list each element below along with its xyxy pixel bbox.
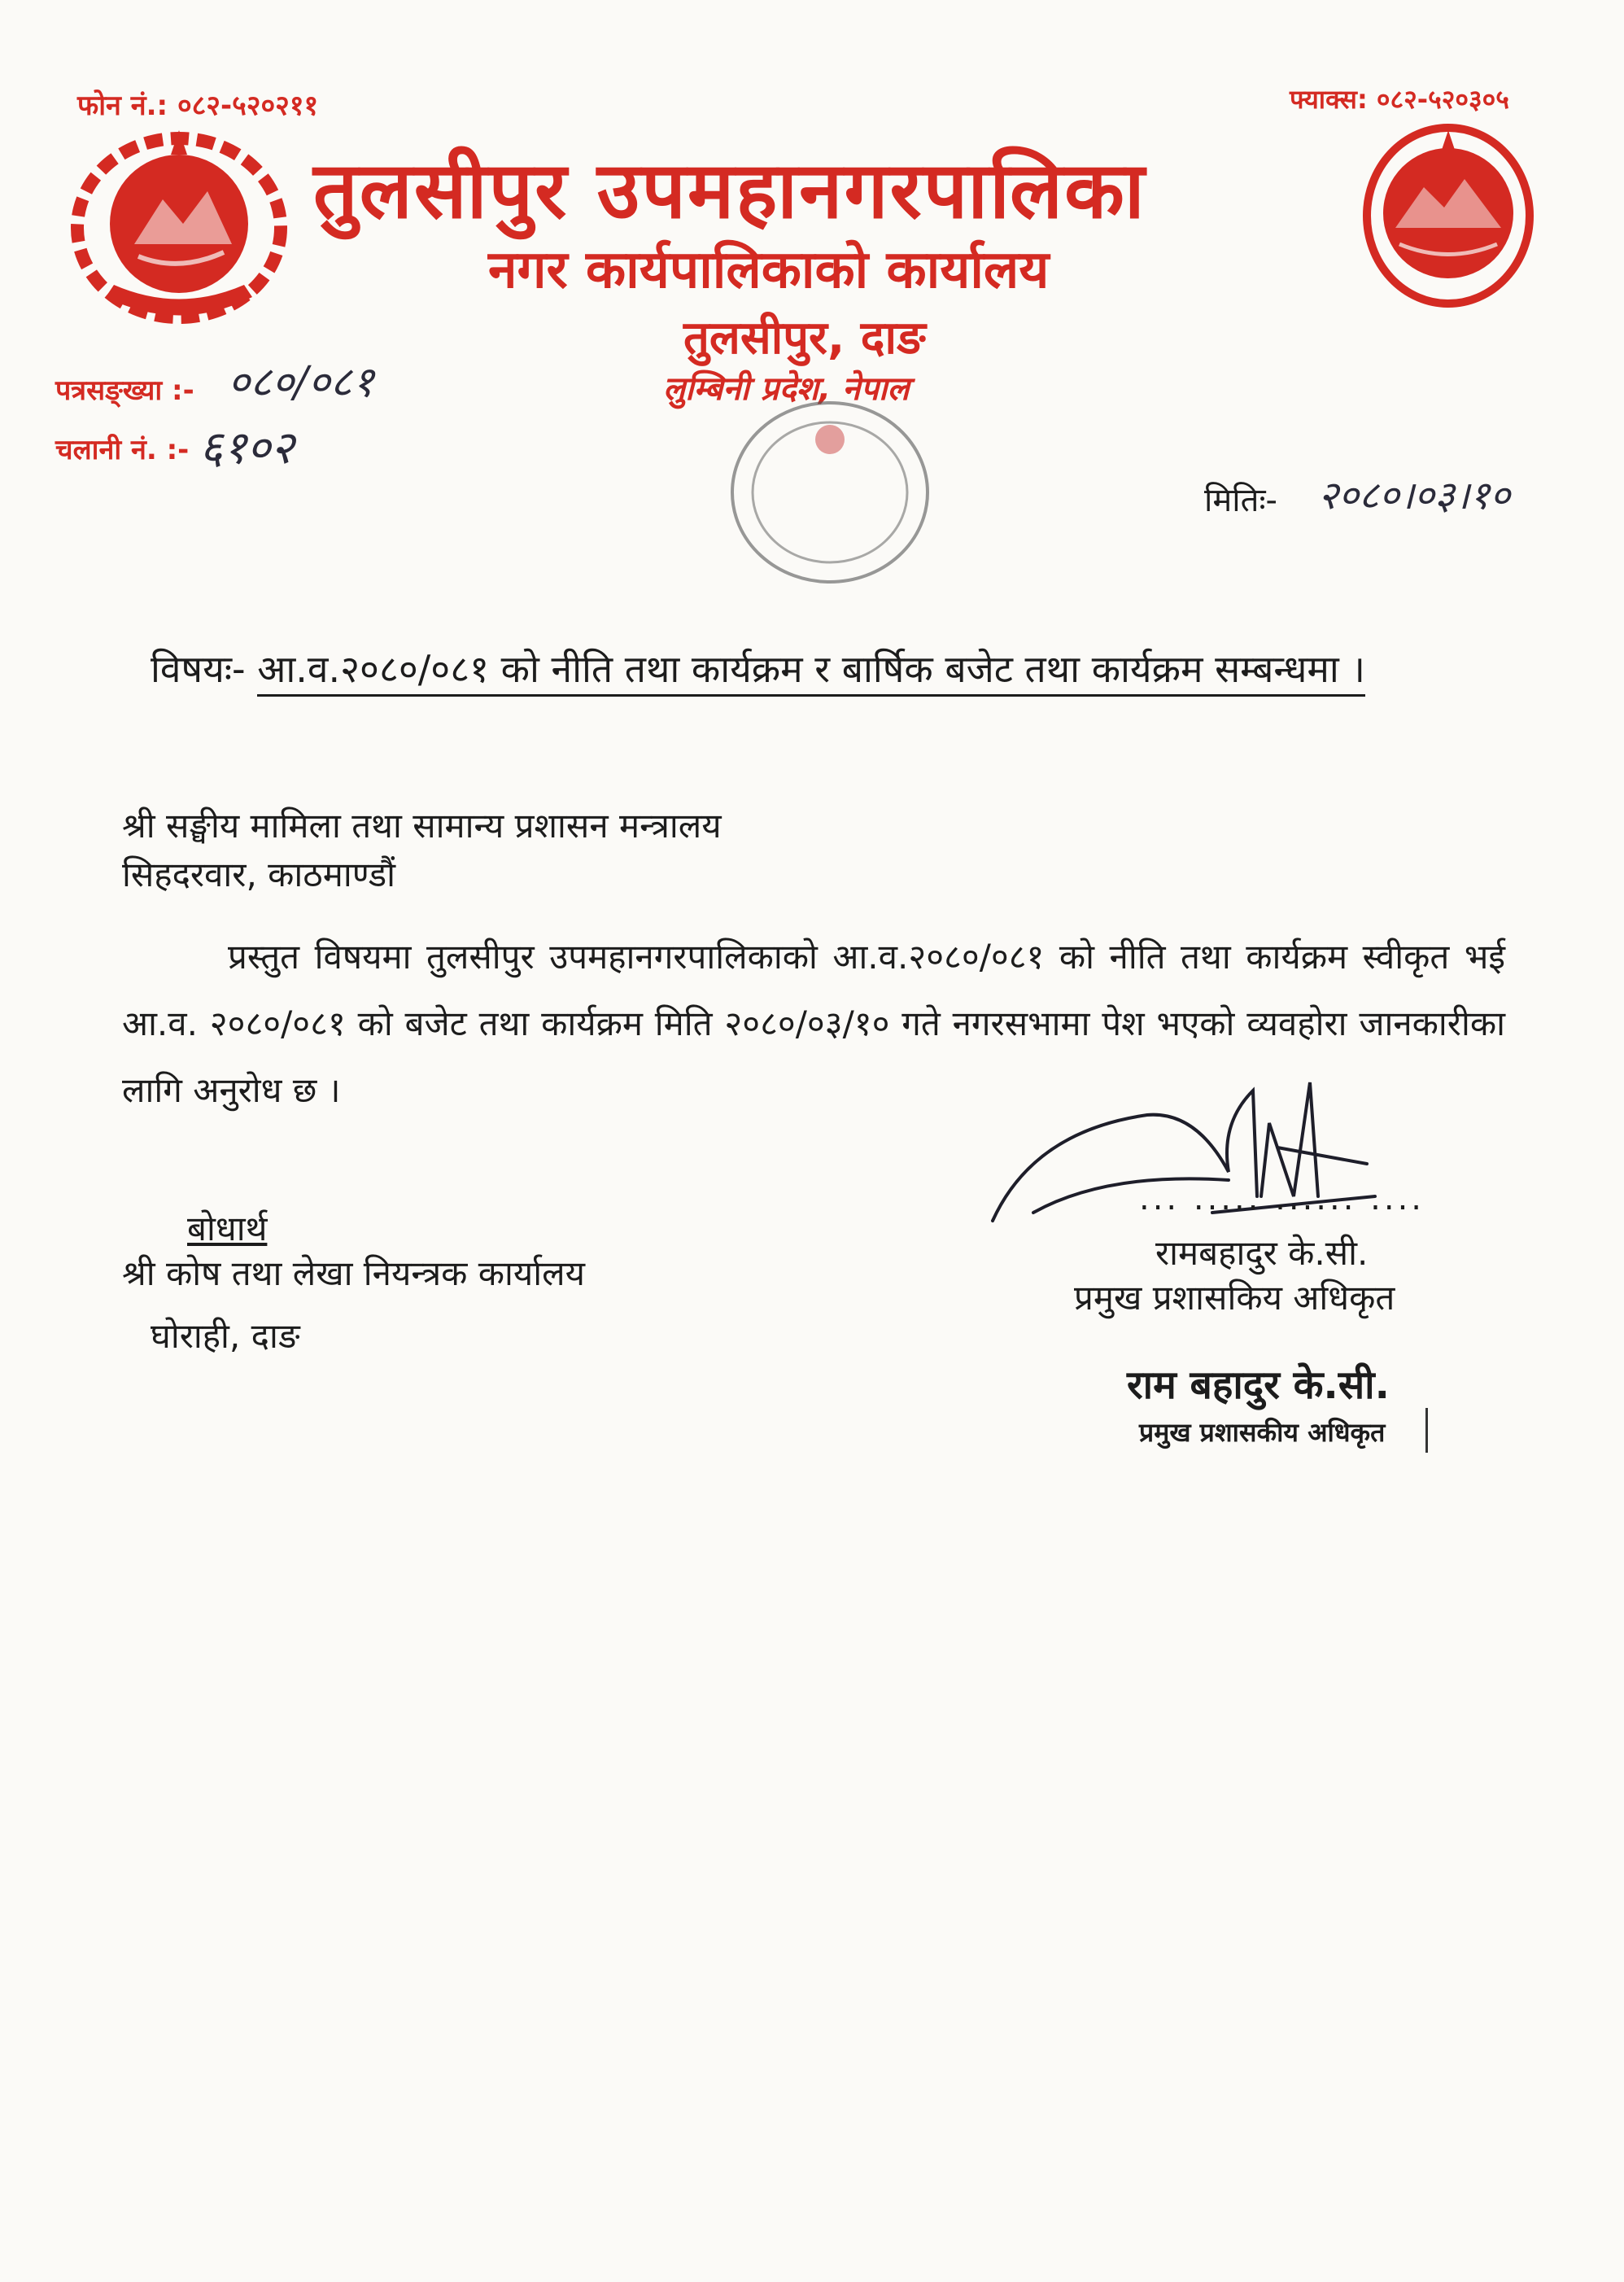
- office-round-stamp-icon: [716, 391, 944, 594]
- stamp-name: राम बहादुर के.सी.: [1127, 1362, 1390, 1408]
- office-province: लुम्बिनी प्रदेश, नेपाल: [663, 370, 910, 408]
- office-title: तुलसीपुर उपमहानगरपालिका: [313, 145, 1146, 236]
- cc-line-2: घोराही, दाङ: [151, 1316, 300, 1356]
- signature-dots: ... ..... ...... ....: [1139, 1180, 1425, 1218]
- nepal-emblem-left-icon: [57, 122, 301, 334]
- subject-label: विषयः-: [151, 647, 246, 691]
- recipient-line-1: श्री सङ्घीय मामिला तथा सामान्य प्रशासन मन्त्रालय: [122, 806, 722, 846]
- signatory-name: रामबहादुर के.सी.: [1155, 1233, 1369, 1273]
- date-label: मितिः-: [1204, 482, 1277, 519]
- dispatch-number-value: ६१०२: [199, 422, 295, 474]
- cc-line-1: श्री कोष तथा लेखा नियन्त्रक कार्यालय: [122, 1253, 585, 1293]
- municipality-emblem-right-icon: [1351, 114, 1546, 317]
- letter-number-label: पत्रसङ्ख्या :-: [55, 374, 194, 407]
- office-subtitle: नगर कार्यपालिकाको कार्यालय: [488, 240, 1050, 300]
- subject-text: आ.व.२०८०/०८१ को नीति तथा कार्यक्रम र बार्षिक बजेट तथा कार्यक्रम सम्बन्धमा ।: [257, 647, 1365, 697]
- office-city: तुलसीपुर, दाङ: [683, 312, 926, 365]
- cc-title: बोधार्थ: [187, 1209, 268, 1248]
- phone-number: फोन नं.: ०८२-५२०२११: [77, 90, 319, 122]
- date-value: २०८०।०३।१०: [1318, 473, 1511, 518]
- letter-number-value: ०८०/०८१: [228, 358, 374, 407]
- subject-line: [151, 643, 1365, 693]
- body-paragraph-text: प्रस्तुत विषयमा तुलसीपुर उपमहानगरपालिकाको आ.व.२०८०/०८१ को नीति तथा कार्यक्रम स्वीकृत भई आ.व. २०८०/०८१ को बजेट तथा कार्यक्रम मिति २०८०/०३/१० गते नगरसभामा पेश भएको व्यवहोरा जानकारीका लागि अनुरोध छ ।: [122, 937, 1505, 1110]
- fax-number: फ्याक्स: ०८२-५२०३०५: [1290, 84, 1509, 115]
- stamp-title: प्रमुख प्रशासकीय अधिकृत: [1139, 1417, 1386, 1448]
- dispatch-number-label: चलानी नं. :-: [55, 434, 190, 466]
- signatory-title: प्रमुख प्रशासकिय अधिकृत: [1074, 1278, 1395, 1318]
- stamp-divider: [1425, 1408, 1428, 1453]
- recipient-line-2: सिहदरवार, काठमाण्डौं: [122, 855, 395, 894]
